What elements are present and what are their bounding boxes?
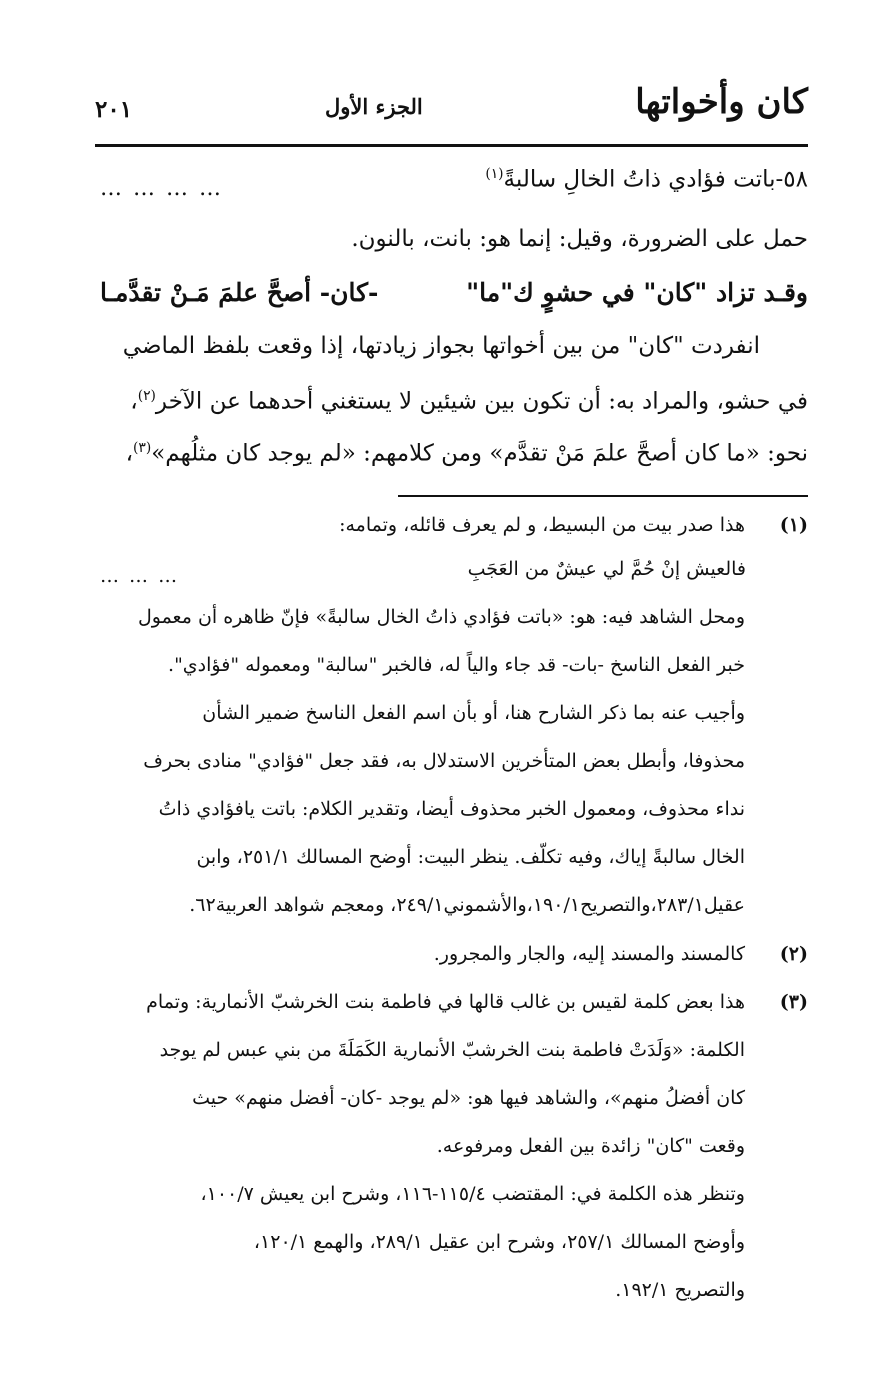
body-paragraph-line-1: انفردت "كان" من بين أخواتها بجواز زيادتها، إذا وقعت بلفظ الماضي	[122, 333, 760, 359]
footnote-1-dots: … … …	[100, 565, 180, 587]
body-punct: ،	[130, 388, 138, 415]
footnote-1-hemistich: فالعيش إنْ حُمَّ لي عيشٌ من العَجَبِ	[467, 558, 746, 580]
footnote-number-3: (٣)	[779, 991, 808, 1013]
header-rule	[95, 144, 808, 147]
footnote-1-line-8: الخال سالبةً إياك، وفيه تكلّف. ينظر البيت: أوضح المسالك ٢٥١/١، وابن	[196, 846, 745, 868]
footnote-separator	[398, 495, 808, 497]
footnote-1-line-9: عقيل٢٨٣/١،والتصريح١٩٠/١،والأشموني٢٤٩/١، ومعجم شواهد العربية٦٢.	[189, 894, 745, 916]
footnote-3-line-2: الكلمة: «وَلَدَتْ فاطمة بنت الخرشبّ الأنمارية الكَمَلَةَ من بني عبس لم يوجد	[159, 1039, 745, 1061]
footnote-1-line-7: نداء محذوف، ومعمول الخبر محذوف أيضا، وتقدير الكلام: باتت يافؤادي ذاتُ	[158, 798, 745, 820]
verse-58	[485, 166, 808, 193]
footnote-3-line-1: هذا بعض كلمة لقيس بن غالب قالها في فاطمة بنت الخرشبّ الأنمارية: وتمام	[146, 991, 745, 1013]
verse-text: ٥٨-باتت فؤادي ذاتُ الخالِ سالبةً	[503, 166, 808, 193]
poem-heading	[95, 278, 808, 318]
verse-dots: … … … …	[100, 176, 223, 201]
heading-hemistich-right: وقـد تزاد "كان" في حشوٍ ك"ما"	[466, 278, 808, 307]
footnote-1-line-4: خبر الفعل الناسخ -بات- قد جاء والياً له، فالخبر "سالبة" ومعموله "فؤادي".	[168, 654, 745, 676]
body-line-2: حمل على الضرورة، وقيل: إنما هو: بانت، بالنون.	[351, 226, 808, 252]
footnote-3-line-6: وأوضح المسالك ٢٥٧/١، وشرح ابن عقيل ٢٨٩/١، والهمع ١٢٠/١،	[253, 1231, 745, 1253]
footnote-3-line-3: كان أفضلُ منهم»، والشاهد فيها هو: «لم يوجد -كان- أفضل منهم» حيث	[192, 1087, 745, 1109]
heading-hemistich-left: -كان- أصحَّ علمَ مَـنْ تقدَّمـا	[100, 278, 379, 307]
volume-part: الجزء الأول	[325, 94, 423, 119]
footnote-ref-2: (٢)	[137, 388, 156, 404]
footnote-ref-3: (٣)	[133, 440, 152, 456]
body-paragraph-line-3	[95, 440, 808, 467]
body-punct: ،	[125, 440, 134, 467]
footnote-number-2: (٢)	[779, 943, 808, 965]
body-paragraph-line-2	[95, 388, 808, 415]
footnote-3-line-7: والتصريح ١٩٢/١.	[615, 1279, 745, 1301]
footnote-number-1: (١)	[779, 514, 808, 536]
footnote-1-line-5: وأجيب عنه بما ذكر الشارح هنا، أو بأن اسم الفعل الناسخ ضمير الشأن	[202, 702, 745, 724]
footnote-1-line-6: محذوفا، وأبطل بعض المتأخرين الاستدلال به، فقد جعل "فؤادي" منادى بحرف	[143, 750, 745, 772]
footnote-1-line-1: هذا صدر بيت من البسيط، و لم يعرف قائله، وتمامه:	[339, 514, 745, 536]
page-number: ٢٠١	[95, 96, 133, 123]
footnote-3-line-5: وتنظر هذه الكلمة في: المقتضب ١١٥/٤-١١٦، وشرح ابن يعيش ١٠٠/٧،	[200, 1183, 745, 1205]
page-header	[95, 82, 808, 126]
body-text: نحو: «ما كان أصحَّ علمَ مَنْ تقدَّم» ومن كلامهم: «لم يوجد كان مثلُهم»	[151, 440, 808, 467]
footnote-3-line-4: وقعت "كان" زائدة بين الفعل ومرفوعه.	[436, 1135, 745, 1157]
footnote-1-line-3: ومحل الشاهد فيه: هو: «باتت فؤادي ذاتُ الخال سالبةً» فإنّ ظاهره أن معمول	[137, 606, 745, 628]
body-text: في حشو، والمراد به: أن تكون بين شيئين لا يستغني أحدهما عن الآخر	[155, 388, 808, 415]
footnote-ref-1: (١)	[485, 166, 504, 182]
footnote-2-line-1: كالمسند والمسند إليه، والجار والمجرور.	[433, 943, 745, 965]
chapter-title: كان وأخواتها	[635, 82, 808, 122]
